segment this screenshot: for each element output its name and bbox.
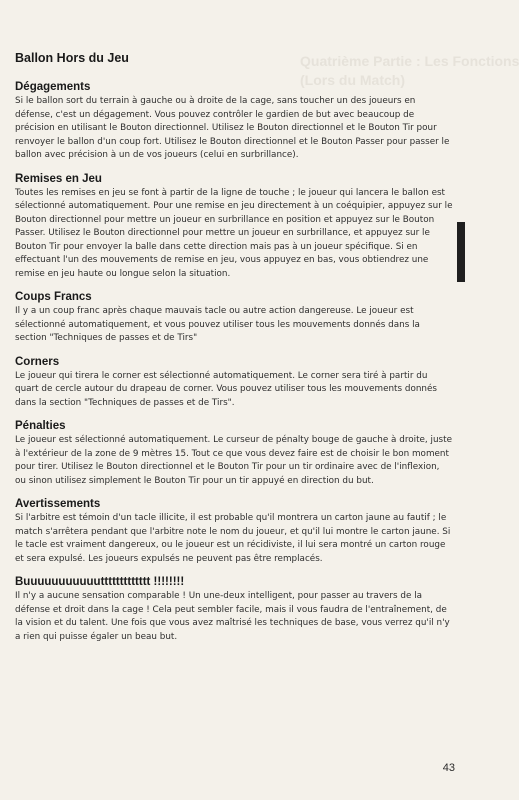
section-but — [15, 576, 453, 644]
section-heading: Corners — [15, 355, 60, 368]
section-text: Le joueur est sélectionné automatiquement. Le curseur de pénalty bouge de gauche à droite, juste à l'extérieur de la zone de 9 mètres 15. Tout ce que vous devez faire est de choisir le bon moment pour tirer. Utilisez le Bouton directionnel et le Bouton Tir pour un tir ordinaire avec de l'inflexion, ou sinon utilisez simplement le Bouton Tir pour un tir appuyé en direction du but. — [15, 435, 452, 486]
section-heading: Buuuuuuuuuuuttttttttttttt !!!!!!!! — [15, 576, 185, 588]
section-text: Il n'y a aucune sensation comparable ! Un une-deux intelligent, pour passer au travers de la défense et droit dans la cage ! Cela peut sembler facile, mais il vous faudra de l'entraînement, de la vision et du talent. Une fois que vous avez maîtrisé les techniques de base, vous verrez qu'il n'y a rien qui puisse égaler un beau but. — [15, 591, 450, 642]
page-title: Ballon Hors du Jeu — [15, 51, 129, 65]
bleed-heading-line-2: (Lors du Match) — [300, 72, 405, 88]
section-corners — [15, 356, 453, 411]
section-text: Si le ballon sort du terrain à gauche ou à droite de la cage, sans toucher un des joueurs en défense, c'est un dégagement. Vous pouvez contrôler le gardien de but avec beaucoup de précision en utilisant le Bouton directionnel. Utilisez le Bouton directionnel et le Bouton Tir pour renvoyer le ballon d'un coup fort. Utilisez le Bouton directionnel et le Bouton Passer pour passer le ballon avec précision à un de vos joueurs (celui en surbrillance). — [15, 96, 450, 160]
chapter-tab-marker — [457, 222, 465, 282]
section-heading: Coups Francs — [15, 291, 92, 303]
page-number: 43 — [442, 762, 455, 774]
section-text: Toutes les remises en jeu se font à partir de la ligne de touche ; le joueur qui lancera le ballon est sélectionné automatiquement. Pour une remise en jeu directement à un coéquipier, appuyez sur le Bouton directionnel pour mettre un joueur en surbrillance en position et appuyez sur le Bouton Passer. Utilisez le Bouton directionnel pour mettre un joueur en surbrillance, et appuyez sur le Bouton Tir pour envoyer la balle dans cette direction mais pas à un joueur spécifique. Si en effectuant l'un des mouvements de remise en jeu, vous appuyez en bas, vous obtiendrez une remise en jeu haute ou longue selon la situation. — [15, 187, 453, 279]
section-degagements — [15, 81, 453, 163]
section-coups-francs — [15, 291, 453, 346]
section-heading: Remises en Jeu — [15, 172, 102, 185]
section-heading: Dégagements — [15, 81, 91, 93]
section-penalties — [15, 420, 453, 488]
bleed-heading-line-1: Quatrième Partie : Les Fonctions — [300, 53, 519, 69]
section-heading: Avertissements — [15, 498, 101, 510]
section-heading: Pénalties — [15, 420, 66, 432]
section-text: Le joueur qui tirera le corner est sélectionné automatiquement. Le corner sera tiré à partir du quart de cercle autour du drapeau de corner. Vous pouvez utiliser tous les mouvements donnés dans la section "Techniques de passes et de Tirs". — [15, 370, 437, 408]
section-text: Il y a un coup franc après chaque mauvais tacle ou autre action dangereuse. Le joueur est sélectionné automatiquement, et vous pouvez utiliser tous les mouvements donnés dans la section "Techniques de passes et de Tirs" — [15, 306, 420, 343]
section-text: Si l'arbitre est témoin d'un tacle illicite, il est probable qu'il montrera un carton jaune au fautif ; le match s'arrêtera pendant que l'arbitre note le nom du joueur, et qu'il lui montre le carton jaune. Si le tacle est vraiment dangereux, ou le joueur est un récidiviste, il lui sera montré un carton rouge et sera expulsé. Les joueurs expulsés ne peuvent pas être remplacés. — [15, 513, 451, 564]
page-content — [15, 51, 453, 654]
section-remises-en-jeu — [15, 173, 453, 282]
section-avertissements — [15, 498, 453, 566]
